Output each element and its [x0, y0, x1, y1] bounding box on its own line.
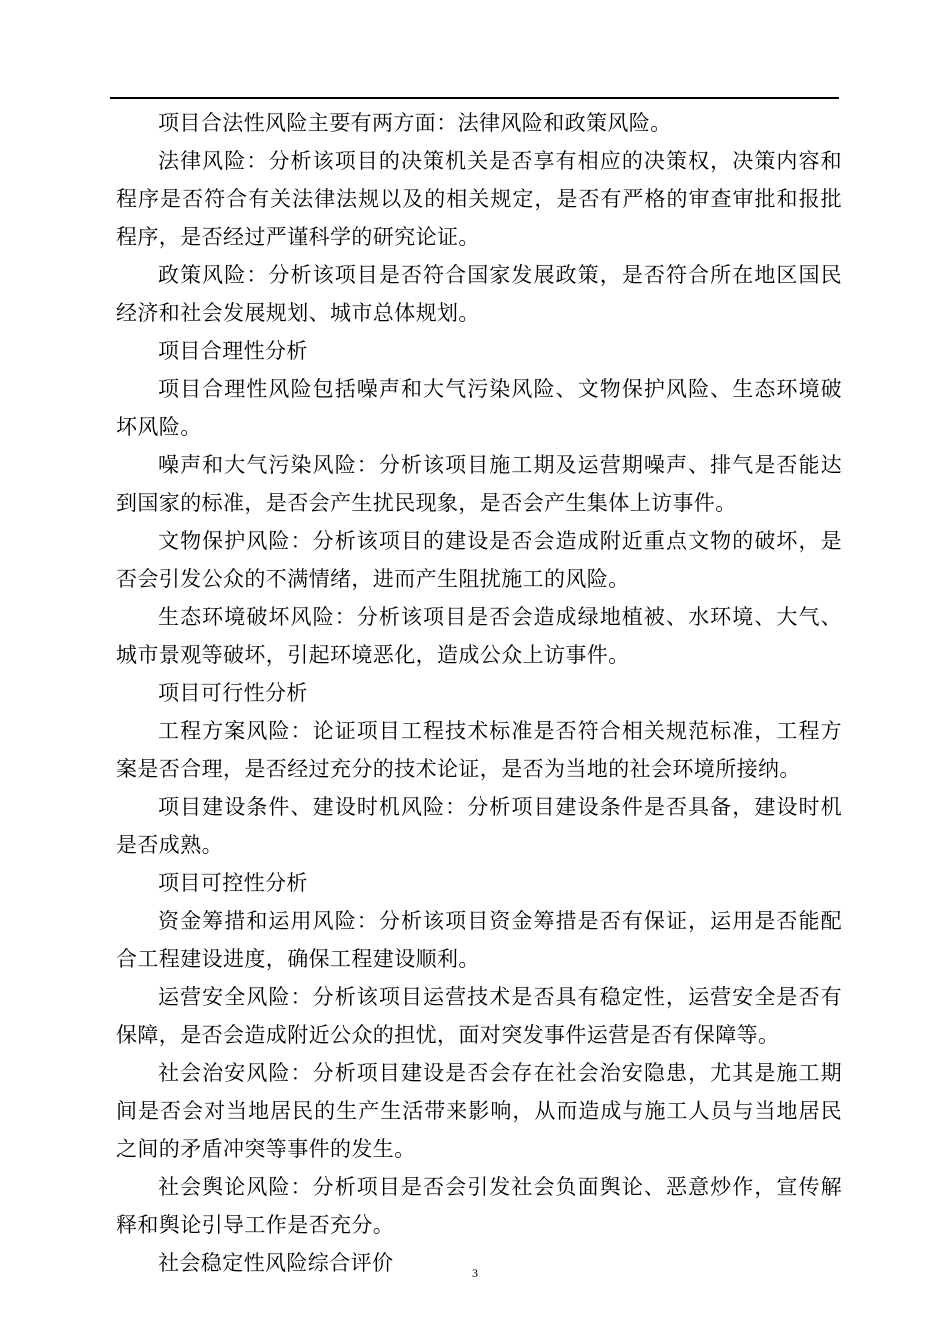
paragraph: 工程方案风险：论证项目工程技术标准是否符合相关规范标准，工程方案是否合理，是否经过充分的技术论证，是否为当地的社会环境所接纳。 [116, 719, 842, 781]
section-heading: 项目可行性分析 [158, 681, 308, 705]
paragraph: 项目合理性风险包括噪声和大气污染风险、文物保护风险、生态环境破坏风险。 [116, 377, 842, 439]
paragraph: 法律风险：分析该项目的决策机关是否享有相应的决策权，决策内容和程序是否符合有关法律法规以及的相关规定，是否有严格的审查审批和报批程序，是否经过严谨科学的研究论证。 [116, 149, 842, 249]
document-body [116, 104, 842, 1282]
page-number: 3 [472, 1266, 478, 1280]
paragraph: 项目建设条件、建设时机风险：分析项目建设条件是否具备，建设时机是否成熟。 [116, 795, 842, 857]
paragraph: 资金筹措和运用风险：分析该项目资金筹措是否有保证，运用是否能配合工程建设进度，确保工程建设顺利。 [116, 909, 842, 971]
paragraph: 生态环境破坏风险：分析该项目是否会造成绿地植被、水环境、大气、城市景观等破坏，引起环境恶化，造成公众上访事件。 [116, 605, 842, 667]
section-heading: 社会稳定性风险综合评价 [158, 1251, 394, 1275]
header-rule [110, 97, 839, 99]
section-heading: 项目可控性分析 [158, 871, 308, 895]
section-heading: 项目合理性分析 [158, 339, 308, 363]
paragraph: 噪声和大气污染风险：分析该项目施工期及运营期噪声、排气是否能达到国家的标准，是否会产生扰民现象，是否会产生集体上访事件。 [116, 453, 842, 515]
paragraph: 社会治安风险：分析项目建设是否会存在社会治安隐患，尤其是施工期间是否会对当地居民的生产生活带来影响，从而造成与施工人员与当地居民之间的矛盾冲突等事件的发生。 [116, 1061, 842, 1161]
paragraph: 文物保护风险：分析该项目的建设是否会造成附近重点文物的破坏，是否会引发公众的不满情绪，进而产生阻扰施工的风险。 [116, 529, 842, 591]
paragraph: 运营安全风险：分析该项目运营技术是否具有稳定性，运营安全是否有保障，是否会造成附近公众的担忧，面对突发事件运营是否有保障等。 [116, 985, 842, 1047]
paragraph: 政策风险：分析该项目是否符合国家发展政策，是否符合所在地区国民经济和社会发展规划、城市总体规划。 [116, 263, 842, 325]
paragraph: 社会舆论风险：分析项目是否会引发社会负面舆论、恶意炒作，宣传解释和舆论引导工作是否充分。 [116, 1175, 842, 1237]
paragraph: 项目合法性风险主要有两方面：法律风险和政策风险。 [158, 111, 672, 135]
